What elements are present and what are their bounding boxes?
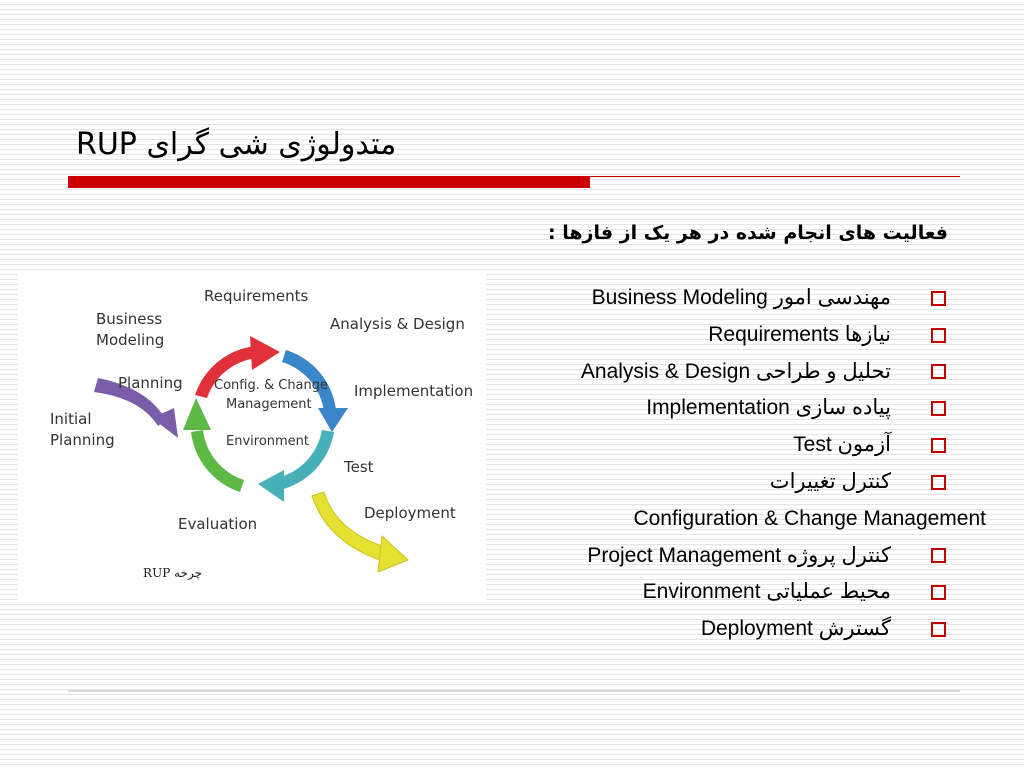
- diagram-label-planning: Planning: [118, 374, 183, 392]
- diagram-label-requirements: Requirements: [204, 287, 309, 305]
- square-bullet-icon: [931, 548, 946, 563]
- activity-text: Configuration & Change Management: [633, 506, 986, 530]
- square-bullet-icon: [931, 401, 946, 416]
- diagram-label-evaluation: Evaluation: [178, 515, 258, 533]
- activity-text: کنترل پروژه Project Management: [587, 543, 891, 567]
- diagram-label-modeling: Modeling: [96, 331, 165, 349]
- diagram-label-deployment: Deployment: [364, 504, 456, 522]
- activity-text: پیاده سازی Implementation: [646, 396, 891, 420]
- square-bullet-icon: [931, 622, 946, 637]
- activity-text: مهندسی امور Business Modeling: [591, 286, 891, 309]
- diagram-label-test: Test: [344, 458, 374, 476]
- analysis-design-arrowhead: [318, 408, 348, 432]
- diagram-label-analysis-design: Analysis & Design: [330, 315, 465, 333]
- activity-text: تحلیل و طراحی Analysis & Design: [580, 359, 891, 383]
- diagram-label-business: Business: [96, 310, 163, 328]
- activity-text: محیط عملیاتی Environment: [642, 580, 891, 604]
- activity-item: [581, 538, 946, 575]
- activity-item: [581, 390, 946, 427]
- activity-text: آزمون Test: [793, 433, 891, 457]
- slide-subtitle: فعالیت های انجام شده در هر یک از فازها :: [548, 222, 948, 244]
- title-underline-bar: [68, 176, 590, 188]
- activity-item: [581, 354, 946, 391]
- diagram-label-implementation: Implementation: [354, 382, 474, 400]
- activity-item: [581, 574, 946, 611]
- footer-divider: [68, 690, 960, 692]
- square-bullet-icon: [931, 291, 946, 306]
- square-bullet-icon: [931, 364, 946, 379]
- activity-text: نیازها Requirements: [708, 322, 891, 346]
- diagram-label-config-line1: Config. & Change: [214, 378, 329, 393]
- title-underline-line: [590, 176, 960, 177]
- activity-text: کنترل تغییرات: [769, 469, 891, 493]
- test-arrowhead: [258, 470, 284, 502]
- diagram-label-initial-planning: Planning: [50, 431, 115, 449]
- activity-item: [581, 427, 946, 464]
- activity-item: [581, 611, 946, 648]
- rup-cycle-diagram: [18, 270, 486, 600]
- diagram-label-environment: Environment: [226, 434, 310, 449]
- activity-item: [581, 317, 946, 354]
- activities-list: [580, 280, 986, 648]
- square-bullet-icon: [931, 438, 946, 453]
- activity-item: [581, 464, 946, 501]
- slide-title: متدولوژی شی گرای RUP: [76, 127, 397, 162]
- diagram-label-config-line2: Management: [226, 397, 312, 412]
- activity-text: گسترش Deployment: [700, 617, 891, 641]
- square-bullet-icon: [931, 328, 946, 343]
- deployment-arrowhead: [378, 536, 408, 572]
- square-bullet-icon: [931, 475, 946, 490]
- square-bullet-icon: [931, 585, 946, 600]
- activity-item: [581, 280, 946, 317]
- diagram-caption: چرخه RUP: [143, 566, 202, 580]
- activity-item-continuation: [581, 501, 986, 538]
- deployment-arrow: [312, 492, 388, 562]
- requirements-arrowhead: [250, 336, 280, 370]
- evaluation-arrowhead: [183, 398, 211, 430]
- diagram-label-initial: Initial: [50, 410, 92, 428]
